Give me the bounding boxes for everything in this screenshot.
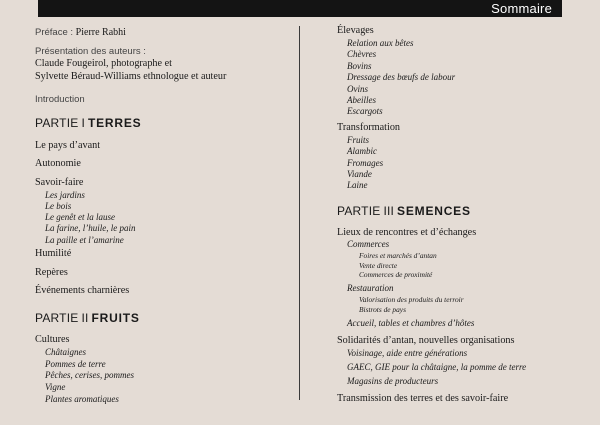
part-2-title: FRUITS (91, 311, 140, 325)
intro-entry: Introduction (35, 94, 85, 105)
toc-entry-reperes: Repères (35, 267, 68, 278)
page-title: Sommaire (491, 1, 552, 16)
header-bar (38, 0, 562, 17)
toc-sub-vigne: Vigne (45, 382, 66, 392)
toc-sub-commerces: Commerces (347, 239, 390, 249)
authors-line-2: Sylvette Béraud-Williams ethnologue et auteur (35, 71, 227, 82)
toc-subsub-vente: Vente directe (359, 261, 398, 270)
toc-sub-bovins: Bovins (347, 61, 372, 71)
toc-sub-pommes: Pommes de terre (45, 359, 106, 369)
toc-entry-transmission: Transmission des terres et des savoir-faire (337, 393, 509, 404)
toc-sub-relation: Relation aux bêtes (347, 38, 414, 48)
toc-sub-accueil: Accueil, tables et chambres d’hôtes (347, 318, 475, 328)
toc-sub-fromages: Fromages (347, 158, 384, 168)
preface-name: Pierre Rabhi (75, 27, 126, 38)
part-3-prefix: PARTIE (337, 204, 381, 218)
toc-entry-savoir-faire: Savoir-faire (35, 177, 84, 188)
preface-line (35, 27, 126, 38)
toc-entry-solidarites: Solidarités d’antan, nouvelles organisations (337, 335, 515, 346)
toc-entry-autonomie: Autonomie (35, 158, 81, 169)
toc-sub-genet: Le genêt et la lause (45, 212, 115, 222)
toc-sub-fruits: Fruits (347, 135, 370, 145)
toc-sub-laine: Laine (347, 180, 368, 190)
authors-label: Présentation des auteurs : (35, 46, 146, 57)
toc-sub-bois: Le bois (45, 201, 72, 211)
part-1-number: I (81, 116, 85, 130)
toc-subsub-bistrots: Bistrots de pays (359, 305, 406, 314)
toc-entry-elevages: Élevages (337, 25, 374, 36)
toc-sub-viande: Viande (347, 169, 372, 179)
part-3-heading (337, 204, 471, 219)
toc-entry-transformation: Transformation (337, 122, 401, 133)
toc-sub-paille: La paille et l’amarine (45, 235, 124, 245)
toc-sub-voisinage: Voisinage, aide entre générations (347, 348, 468, 358)
toc-sub-dressage: Dressage des bœufs de labour (347, 72, 456, 82)
toc-sub-escargots: Escargots (347, 106, 383, 116)
toc-sub-restauration: Restauration (347, 283, 394, 293)
part-1-prefix: PARTIE (35, 116, 79, 130)
part-3-number: III (383, 204, 395, 218)
toc-sub-gaec: GAEC, GIE pour la châtaigne, la pomme de terre (347, 362, 527, 372)
toc-entry-lieux: Lieux de rencontres et d’échanges (337, 227, 477, 238)
toc-sub-chevres: Chèvres (347, 49, 377, 59)
toc-entry-pays: Le pays d’avant (35, 140, 101, 151)
part-1-title: TERRES (87, 116, 142, 130)
part-2-prefix: PARTIE (35, 311, 79, 325)
authors-line-1: Claude Fougeirol, photographe et (35, 58, 172, 69)
toc-sub-jardins: Les jardins (45, 190, 85, 200)
toc-entry-evenements: Événements charnières (35, 285, 130, 296)
toc-sub-alambic: Alambic (347, 146, 377, 156)
toc-entry-humilite: Humilité (35, 248, 72, 259)
column-divider (299, 26, 300, 400)
toc-entry-cultures: Cultures (35, 334, 70, 345)
toc-sub-magasins: Magasins de producteurs (347, 376, 439, 386)
part-2-number: II (81, 311, 89, 325)
toc-subsub-proximite: Commerces de proximité (359, 270, 433, 279)
toc-sub-peches: Pêches, cerises, pommes (45, 370, 134, 380)
toc-subsub-valorisation: Valorisation des produits du terroir (359, 295, 464, 304)
preface-label: Préface : (35, 27, 74, 38)
part-2-heading (35, 311, 140, 326)
part-1-heading (35, 116, 141, 131)
part-3-title: SEMENCES (397, 204, 471, 218)
toc-sub-plantes: Plantes aromatiques (45, 394, 119, 404)
toc-sub-ovins: Ovins (347, 84, 368, 94)
toc-subsub-foires: Foires et marchés d’antan (359, 251, 437, 260)
toc-sub-chataignes: Châtaignes (45, 347, 87, 357)
toc-sub-abeilles: Abeilles (347, 95, 376, 105)
toc-sub-farine: La farine, l’huile, le pain (45, 223, 136, 233)
